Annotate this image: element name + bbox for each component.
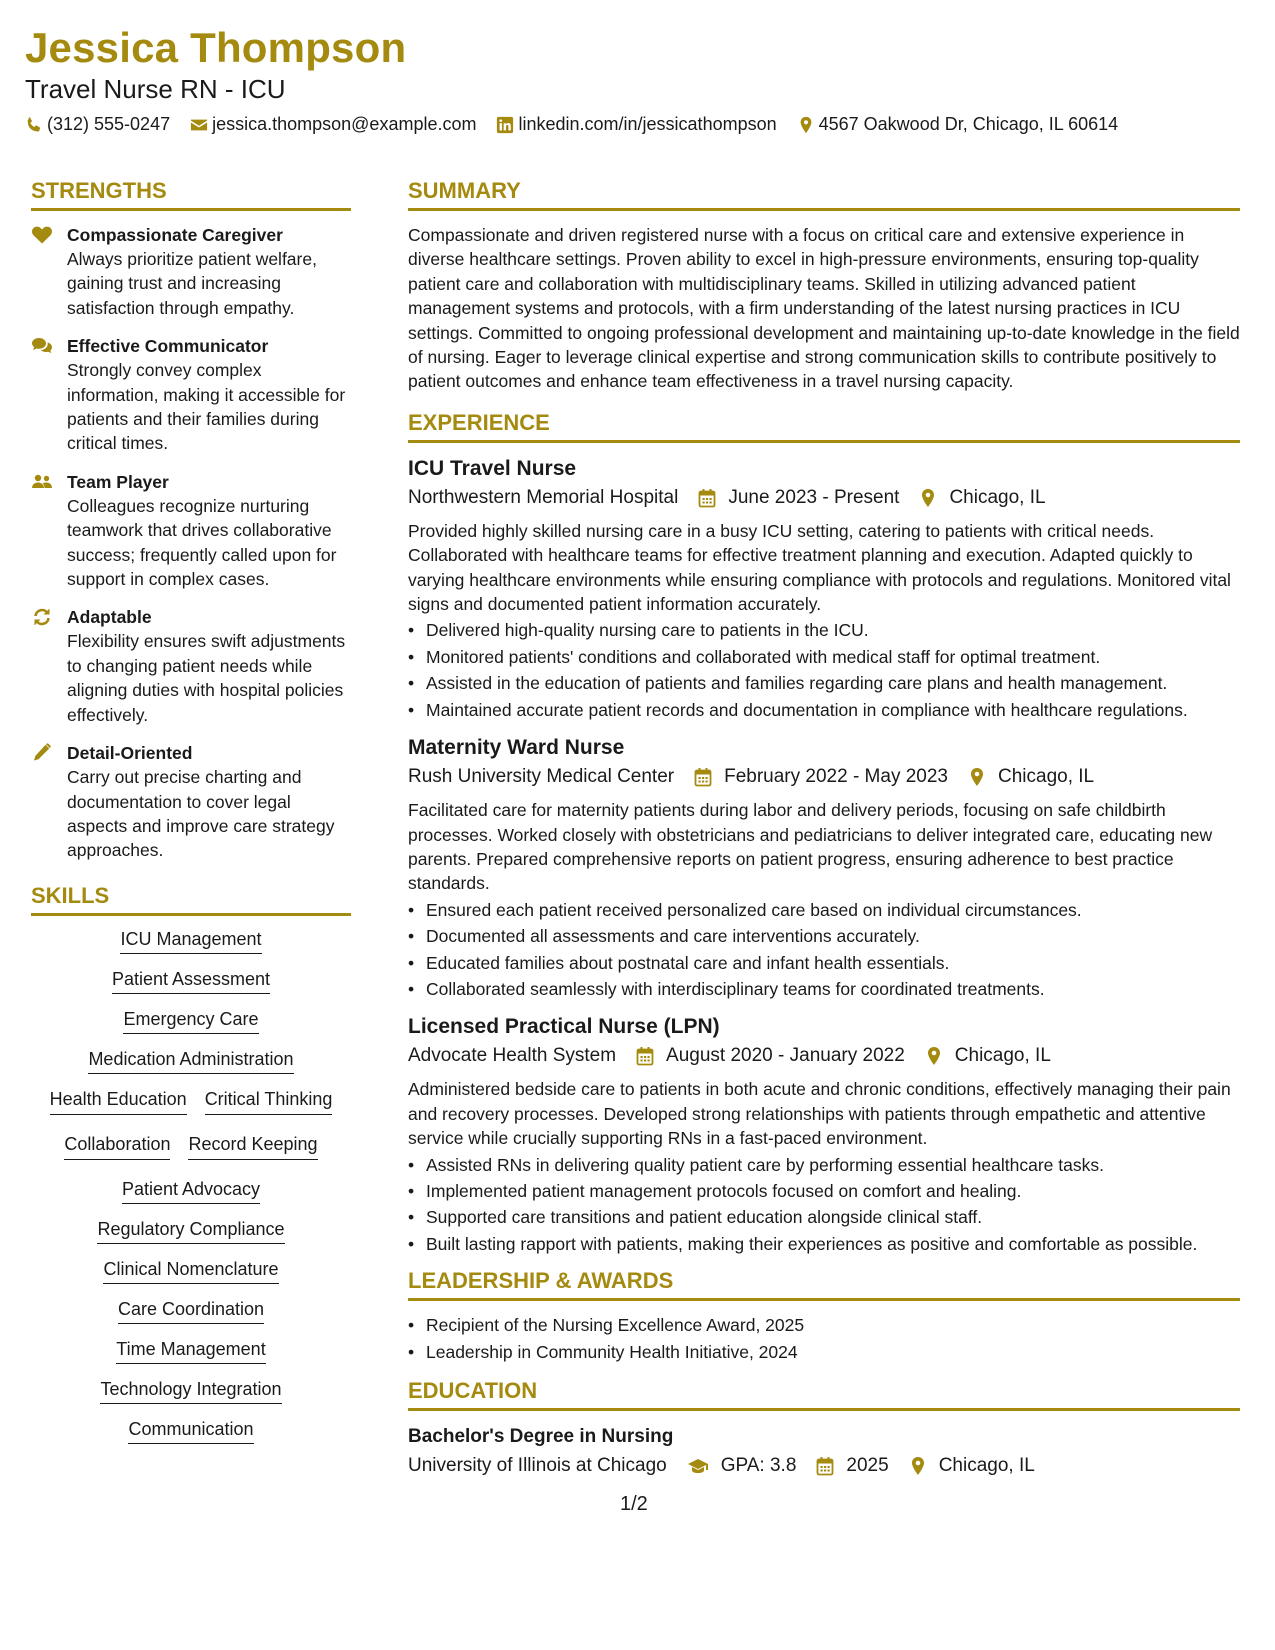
strength-desc: Colleagues recognize nurturing teamwork that drives collaborative success; frequently called upon for support in complex cases.: [67, 495, 337, 590]
strength-desc: Strongly convey complex information, making it accessible for patients and their families during critical times.: [67, 360, 346, 454]
strength-item: [31, 334, 351, 456]
calendar-icon: [636, 1046, 654, 1066]
skill-tag: Technology Integration: [100, 1379, 281, 1404]
award-item: • Recipient of the Nursing Excellence Award, 2025: [408, 1313, 1240, 1337]
experience-entry: [408, 455, 1240, 722]
contact-phone-text: (312) 555-0247: [47, 114, 171, 134]
phone-icon: [25, 116, 43, 134]
education-location: Chicago, IL: [938, 1455, 1035, 1476]
job-bullet: • Ensured each patient received personalized care based on individual circumstances.: [408, 898, 1240, 922]
skill-tag: Communication: [128, 1419, 253, 1444]
strength-desc: Always prioritize patient welfare, gaining trust and increasing satisfaction through empathy.: [67, 249, 317, 318]
skill-tag: Care Coordination: [118, 1299, 264, 1324]
map-marker-icon: [919, 488, 937, 508]
contact-phone[interactable]: [25, 114, 170, 135]
strength-item: [31, 741, 351, 863]
skill-row: [31, 1008, 351, 1030]
job-location: Chicago, IL: [954, 1045, 1051, 1067]
strength-item: [31, 470, 351, 592]
job-title: Licensed Practical Nurse (LPN): [408, 1015, 720, 1039]
education-location-wrap: [909, 1451, 1035, 1481]
skill-row: [31, 1298, 351, 1320]
contact-bar: [25, 114, 1138, 135]
job-title: ICU Travel Nurse: [408, 456, 577, 480]
skill-row: [31, 1178, 351, 1200]
map-marker-icon: [925, 1046, 943, 1066]
job-bullets: [408, 1153, 1240, 1257]
skill-tag: Patient Advocacy: [122, 1179, 260, 1204]
calendar-icon: [694, 767, 712, 787]
skill-tag: Medication Administration: [88, 1049, 293, 1074]
skill-row: [31, 1258, 351, 1280]
map-marker-icon: [909, 1456, 927, 1476]
leadership-heading: LEADERSHIP & AWARDS: [408, 1268, 1240, 1301]
experience-heading: EXPERIENCE: [408, 410, 1240, 443]
envelope-icon: [190, 116, 208, 134]
skill-tag: Patient Assessment: [112, 969, 270, 994]
strengths-heading: STRENGTHS: [31, 178, 351, 211]
candidate-name: Jessica Thompson: [25, 24, 407, 71]
sync-icon: [31, 605, 67, 727]
map-marker-icon: [968, 767, 986, 787]
education-gpa-wrap: [687, 1451, 797, 1481]
job-employer: Northwestern Memorial Hospital: [408, 486, 679, 508]
experience-entry: [408, 1013, 1240, 1256]
job-location-wrap: [968, 762, 1094, 792]
job-dates-wrap: [698, 483, 899, 513]
job-bullet: • Documented all assessments and care interventions accurately.: [408, 924, 1240, 948]
left-column: [31, 178, 351, 1458]
job-description: Provided highly skilled nursing care in a busy ICU setting, catering to patients with critical needs. Collaborated with healthcare teams for effective treatment planning and execution. Adapted quickly to varying healthcare environments while ensuring compliance with protocols and regulations. Monitored vital signs and documented patient information accurately.: [408, 520, 1231, 615]
strength-item: [31, 223, 351, 320]
heart-icon: [31, 223, 67, 320]
contact-linkedin[interactable]: [496, 114, 776, 135]
strength-title: Team Player: [67, 471, 169, 492]
strength-title: Compassionate Caregiver: [67, 225, 283, 245]
contact-email-text: jessica.thompson@example.com: [212, 114, 477, 134]
job-bullet: • Maintained accurate patient records and documentation in compliance with healthcare regulations.: [408, 698, 1240, 722]
pencil-icon: [31, 741, 67, 863]
right-column: [408, 178, 1240, 1487]
job-employer: Advocate Health System: [408, 1045, 617, 1067]
job-bullets: [408, 618, 1240, 722]
job-location: Chicago, IL: [949, 486, 1046, 508]
job-dates-wrap: [694, 762, 948, 792]
calendar-icon: [698, 488, 716, 508]
calendar-icon: [816, 1456, 834, 1476]
users-icon: [31, 470, 67, 592]
job-bullet: • Assisted RNs in delivering quality patient care by performing essential healthcare tasks.: [408, 1153, 1240, 1177]
job-location: Chicago, IL: [998, 766, 1095, 788]
job-dates: August 2020 - January 2022: [666, 1045, 905, 1067]
experience-entry: [408, 734, 1240, 1001]
education-degree: Bachelor's Degree in Nursing: [408, 1426, 674, 1447]
contact-address: [797, 114, 1119, 135]
skill-row: [31, 928, 351, 950]
skill-row: [31, 1218, 351, 1240]
job-dates: June 2023 - Present: [728, 486, 900, 508]
job-bullet: • Supported care transitions and patient education alongside clinical staff.: [408, 1205, 1240, 1229]
strength-desc: Flexibility ensures swift adjustments to changing patient needs while aligning duties with hospital policies effectively.: [67, 631, 346, 725]
strength-desc: Carry out precise charting and documentation to cover legal aspects and improve care strategy approaches.: [67, 767, 335, 861]
skill-tag: Emergency Care: [123, 1009, 258, 1034]
education-gpa: GPA: 3.8: [720, 1455, 797, 1476]
job-description: Facilitated care for maternity patients during labor and delivery periods, focusing on safe childbirth processes. Worked closely with obstetricians and pediatricians to deliver integrated care, educating new parents. Prepared comprehensive reports on patient progress, ensuring adherence to best practice standards.: [408, 800, 1213, 894]
skill-row: [31, 968, 351, 990]
education-heading: EDUCATION: [408, 1378, 1240, 1411]
graduation-cap-icon: [687, 1456, 709, 1476]
job-meta: [408, 483, 1240, 513]
job-title: Maternity Ward Nurse: [408, 736, 625, 760]
job-meta: [408, 1041, 1240, 1071]
job-dates-wrap: [636, 1041, 905, 1071]
skill-row: [31, 1418, 351, 1440]
education-school: University of Illinois at Chicago: [408, 1455, 667, 1476]
skill-row: [31, 1048, 351, 1070]
job-bullet: • Monitored patients' conditions and collaborated with medical staff for optimal treatment.: [408, 645, 1240, 669]
strength-title: Effective Communicator: [67, 336, 269, 357]
contact-email[interactable]: [190, 114, 476, 135]
skill-tag: Clinical Nomenclature: [103, 1259, 278, 1284]
skills-heading: SKILLS: [31, 883, 351, 916]
job-bullet: • Delivered high-quality nursing care to patients in the ICU.: [408, 618, 1240, 642]
map-marker-icon: [797, 116, 815, 134]
skill-tag: Time Management: [116, 1339, 265, 1364]
job-meta: [408, 762, 1240, 792]
education-meta: [408, 1451, 1240, 1481]
contact-linkedin-text: linkedin.com/in/jessicathompson: [518, 114, 777, 134]
education-year-wrap: [816, 1451, 888, 1481]
job-bullet: • Assisted in the education of patients and families regarding care plans and health management.: [408, 671, 1240, 695]
strength-title: Adaptable: [67, 607, 152, 628]
strength-item: [31, 605, 351, 727]
education-year: 2025: [846, 1455, 889, 1476]
skill-row: [31, 1338, 351, 1360]
summary-text: Compassionate and driven registered nurse with a focus on critical care and extensive experience in diverse healthcare settings. Proven ability to excel in high-pressure environments, ensuring top-quality patient care and collaboration with multidisciplinary teams. Skilled in utilizing advanced patient management systems and protocols, with a firm understanding of the latest nursing practices in ICU settings. Committed to ongoing professional development and maintaining up-to-date knowledge in the field of nursing. Eager to leverage clinical expertise and strong communication skills to contribute positively to patient outcomes and enhance team effectiveness in a travel nursing capacity.: [408, 225, 1240, 392]
linkedin-icon: [496, 116, 514, 134]
job-description: Administered bedside care to patients in both acute and chronic conditions, effectively managing their pain and recovery processes. Developed strong relationships with patients through empathetic and attentive service while crucially supporting RNs in a fast-paced environment.: [408, 1079, 1231, 1149]
strength-title: Detail-Oriented: [67, 743, 193, 764]
skills-list: [31, 928, 351, 1458]
skill-row: [31, 1378, 351, 1400]
skill-tag: ICU Management: [120, 929, 261, 954]
job-bullet: • Built lasting rapport with patients, making their experiences as positive and comfortable as possible.: [408, 1232, 1240, 1256]
skill-tag: Critical Thinking: [205, 1088, 333, 1115]
candidate-role: Travel Nurse RN - ICU: [25, 74, 286, 104]
skill-tag: Regulatory Compliance: [97, 1219, 284, 1244]
job-location-wrap: [925, 1041, 1051, 1071]
page-number: 1/2: [620, 1493, 648, 1515]
job-bullet: • Educated families about postnatal care and infant health essentials.: [408, 951, 1240, 975]
job-dates: February 2022 - May 2023: [724, 766, 948, 788]
skill-tag: Health Education: [50, 1088, 187, 1115]
skill-tag: Record Keeping: [188, 1133, 317, 1160]
job-bullet: • Collaborated seamlessly with interdisciplinary teams for coordinated treatments.: [408, 977, 1240, 1001]
job-bullets: [408, 898, 1240, 1002]
job-employer: Rush University Medical Center: [408, 766, 675, 788]
skill-tag: Collaboration: [64, 1133, 170, 1160]
leadership-list: [408, 1313, 1240, 1364]
award-item: • Leadership in Community Health Initiative, 2024: [408, 1340, 1240, 1364]
job-bullet: • Implemented patient management protocols focused on comfort and healing.: [408, 1179, 1240, 1203]
comments-icon: [31, 334, 67, 456]
job-location-wrap: [919, 483, 1045, 513]
summary-heading: SUMMARY: [408, 178, 1240, 211]
contact-address-text: 4567 Oakwood Dr, Chicago, IL 60614: [818, 114, 1119, 134]
